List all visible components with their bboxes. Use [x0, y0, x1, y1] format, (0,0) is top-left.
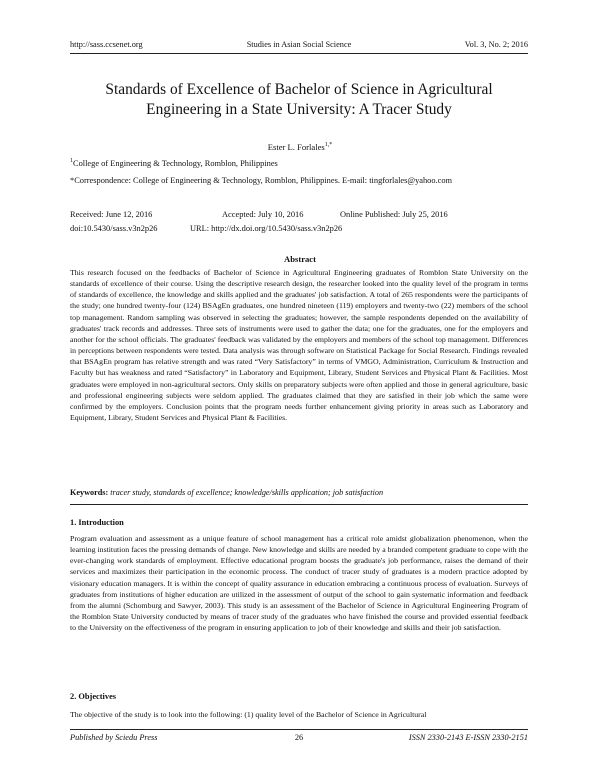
abstract-text: This research focused on the feedbacks of Bachelor of Science in Agricultural Engineering graduates of Romblon State University on the standards of excellence of their course. Using the descriptive research design, the researcher looked into the quality level of the program in terms of standards of excellence, the knowledge and skills applied and the graduates' job satisfaction. A total of 265 respondents were the participants of the study; one hundred twenty-four (124) BSAgEn graduates, one hundred nineteen (119) employers and twenty-two (22) members of the school top management. Random sampling was observed in selecting the graduates; however, the sample respondents depended on the availability of graduates' track records and addresses. Three sets of instruments were used to gather the data; one for the graduates, one for the employers and another for the school officials. The graduates' feedback was validated by the employers and members of the school top management. Differences in perceptions between respondents were tested. Data analysis was through software on Statistical Package for Social Research. Findings revealed that BSAgEn program has relative strength and was rated “Very Satisfactory” in terms of VMGO, Administration, Curriculum & Instruction and Faculty but has weakness and rated “Satisfactory” in Laboratory and Equipment, Library, Student Services and Physical Plant & Facilities. Most graduates were employed in non-agricultural sectors. Only skills on preparatory subjects were often applied and those in general agriculture, basic and professional engineering subjects were seldom applied. The graduates claimed that they are satisfied in their job which the same were confirmed by the employers. Conclusion points that the program needs further enhancement giving priority in areas such as Laboratory and Equipment, Library, Student Services and Physical Plant & Facilities.	[70, 268, 528, 423]
paper-title	[70, 80, 528, 120]
keywords-text: tracer study, standards of excellence; knowledge/skills application; job satisfaction	[110, 488, 384, 497]
section-1-text: Program evaluation and assessment as a unique feature of school management has a critical role amidst globalization phenomenon, when the learning institution faces the pressing demands of change. New knowledge and skills are needed by a branded competent graduate to cope with the ever-changing work standards of employment. Effective educational program boosts the graduate's job performance, raises the demand of their services and maximizes their participation in the economic process. The conduct of tracer study of graduates is a modern practice adopted by visionary education managers. It is within the concept of quality assurance in education embracing a continuous process of evaluation. Surveys of graduates from institutions of higher education are utilized in the assessment of output of the school to gain systematic information and feedback from the alumni (Schomburg and Sawyer, 2003). This study is an assessment of the Bachelor of Science in Agricultural Engineering Program of the Romblon State University conducted by means of tracer study of the graduates who have finished the course and provided essential feedback to the University on the effectiveness of the program in ensuring application to job of their knowledge and skills and their job satisfaction.	[70, 534, 528, 633]
published-date: Online Published: July 25, 2016	[340, 210, 448, 219]
received-date: Received: June 12, 2016	[70, 210, 153, 219]
abstract-heading: Abstract	[284, 254, 316, 264]
journal-name: Studies in Asian Social Science	[246, 40, 352, 49]
page-number: 26	[294, 733, 304, 742]
running-footer	[70, 733, 528, 745]
affiliation-1	[70, 158, 528, 168]
header-rule	[70, 53, 528, 54]
dates-line	[70, 210, 528, 219]
affiliation-sup: 1	[70, 158, 73, 164]
running-header	[70, 40, 528, 52]
keywords-label: Keywords:	[70, 488, 109, 497]
keywords	[70, 488, 528, 497]
footer-rule	[70, 729, 528, 730]
publisher: Published by Sciedu Press	[70, 733, 158, 742]
section-2-heading: 2. Objectives	[70, 692, 117, 701]
keywords-rule	[70, 504, 528, 505]
accepted-date: Accepted: July 10, 2016	[222, 210, 304, 219]
journal-url[interactable]: http://sass.ccsenet.org	[70, 40, 143, 49]
doi-url[interactable]: URL: http://dx.doi.org/10.5430/sass.v3n2p26	[190, 224, 343, 233]
author-name: Ester L. Forlales	[267, 142, 325, 152]
doi[interactable]: doi:10.5430/sass.v3n2p26	[70, 224, 158, 233]
author-sup: 1,*	[324, 142, 333, 149]
section-2-text: The objective of the study is to look into the following: (1) quality level of the Bachelor of Science in Agricultural	[70, 710, 427, 719]
author	[0, 142, 600, 152]
volume-info: Vol. 3, No. 2; 2016	[464, 40, 528, 49]
title-line-1: Standards of Excellence of Bachelor of Science in Agricultural	[105, 81, 493, 98]
issn: ISSN 2330-2143 E-ISSN 2330-2151	[408, 733, 528, 742]
correspondence: *Correspondence: College of Engineering & Technology, Romblon, Philippines. E-mail: tingforlales@yahoo.com	[70, 176, 453, 185]
affiliation-text: College of Engineering & Technology, Romblon, Philippines	[73, 158, 278, 168]
title-line-2: Engineering in a State University: A Tracer Study	[146, 101, 452, 118]
doi-line	[70, 224, 528, 233]
section-1-heading: 1. Introduction	[70, 518, 124, 527]
